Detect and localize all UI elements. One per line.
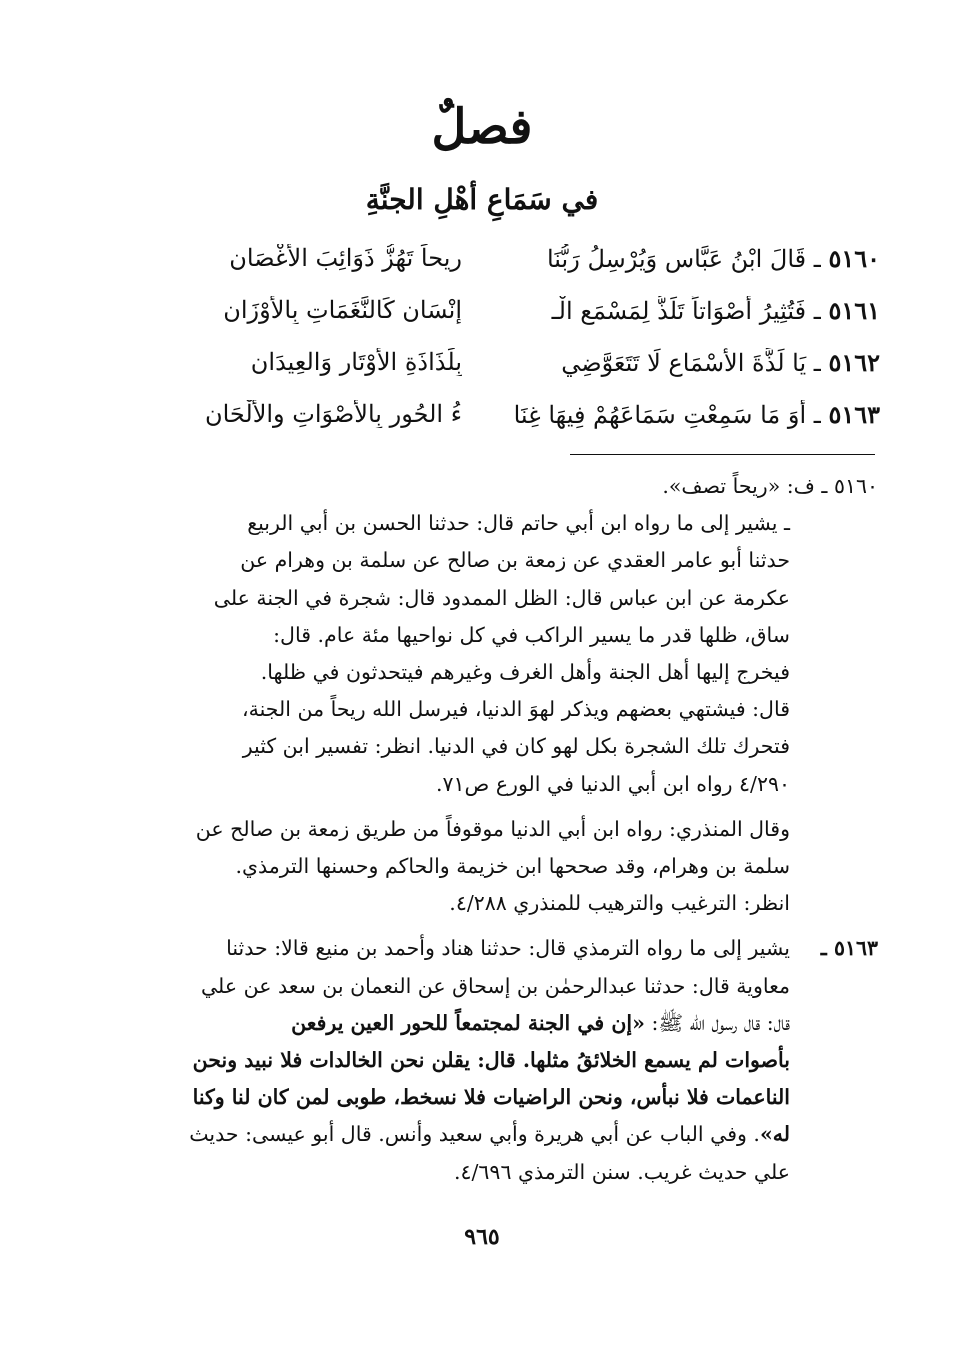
footnote-line: ـ يشير إلى ما رواه ابن أبي حاتم قال: حدثنا الحسن بن أبي الربيع: [247, 511, 790, 536]
footnote-line: فتحرك تلك الشجرة بكل لهو كان في الدنيا. انظر: تفسير ابن كثير: [242, 734, 790, 759]
verse-row: [80, 232, 880, 284]
verse-second-hemistich: رِيحاً تَهُزُّ ذَوَائِبَ الأغْصَانِ: [229, 244, 462, 272]
verse-number: ٥١٦٠: [828, 243, 880, 273]
footnote-line: علي حديث غريب. سنن الترمذي ٤/٦٩٦.: [453, 1159, 790, 1184]
verse-first-text: قَالَ ابْنُ عَبَّاسٍ وَيُرْسِلُ رَبُّنَا: [546, 244, 807, 273]
verse-first-hemistich: ٥١٦١ ـ فَتُثِيرُ أَصْوَاتاً تَلَذُّ لِمَسْمَعِ الْـ: [551, 295, 880, 325]
verse-first-hemistich: ٥١٦٠ ـ قَالَ ابْنُ عَبَّاسٍ وَيُرْسِلُ رَبُّنَا: [546, 243, 880, 273]
footnote-line: حدثنا أبو عامر العقدي عن زمعة بن صالح عن سلمة بن وهرام عن: [240, 548, 790, 573]
footnote-text: قال: قال رسول الله ﷺ:: [644, 1010, 790, 1035]
verse-number: ٥١٦٣: [828, 399, 880, 429]
verse-number: ٥١٦١: [828, 295, 880, 325]
verse-row: [80, 336, 880, 388]
poem-verses: [80, 232, 880, 440]
hadith-quote: «إن في الجنة لمجتمعاً للحور العين يرفعن: [291, 1010, 645, 1035]
section-heading: فصلٌ: [431, 99, 533, 155]
hadith-quote: الناعمات فلا نبأس، ونحن الراضيات فلا نسخط، طوبى لمن كان لنا وكنا: [192, 1085, 790, 1110]
page-number: ٩٦٥: [464, 1224, 500, 1250]
footnote-line: انظر: الترغيب والترهيب للمنذري ٤/٢٨٨.: [449, 891, 790, 916]
footnote-line: ٤/٢٩٠ رواه ابن أبي الدنيا في الورع ص٧١.: [435, 771, 790, 796]
footnote-text: . وفي الباب عن أبي هريرة وأبي سعيد وأنس. قال أبو عيسى: حديث: [189, 1122, 760, 1147]
footnote-line: قال: فيشتهي بعضهم ويذكر لهوَ الدنيا، فيرسل الله ريحاً من الجنة،: [241, 697, 790, 722]
hadith-quote: بأصوات لم يسمع الخلائقُ مثلها. قال: يقلن نحن الخالدات فلا نبيد ونحن: [192, 1048, 790, 1073]
footnote-line: عكرمة عن ابن عباس قال: الظل الممدود قال: شجرة في الجنة على: [213, 585, 790, 610]
footnotes: [88, 468, 878, 1191]
verse-second-hemistich: بِلَذَاذَةِ الأوْتَارِ وَالعِيدَانِ: [250, 348, 462, 376]
footnote-line: معاوية قال: حدثنا عبدالرحمٰن بن إسحاق عن النعمان بن سعد عن علي: [200, 973, 790, 998]
verse-row: [80, 284, 880, 336]
footnote-line: وقال المنذري: رواه ابن أبي الدنيا موقوفاً من طريق زمعة بن صالح عن: [195, 816, 790, 841]
verse-first-text: يَا لَذَّةَ الأسْمَاعِ لَا تَتَعَوَّضِي: [561, 348, 807, 377]
verse-first-text: فَتُثِيرُ أَصْوَاتاً تَلَذُّ لِمَسْمَعِ الْـ: [551, 296, 807, 325]
footnote-line: ساق، ظلها قدر ما يسير الراكب في كل نواحيها مئة عام. قال:: [273, 622, 790, 647]
footnote-5160-heading: ٥١٦٠ ـ ف: «ريحاً تصف».: [662, 474, 878, 498]
verse-first-hemistich: ٥١٦٣ ـ أوَ مَا سَمِعْتِ سَمَاعَهُمْ فِيهَا غِنَا: [513, 399, 880, 429]
verse-first-hemistich: ٥١٦٢ ـ يَا لَذَّةَ الأسْمَاعِ لَا تَتَعَوَّضِي: [561, 347, 880, 377]
verse-first-text: أوَ مَا سَمِعْتِ سَمَاعَهُمْ فِيهَا غِنَا: [513, 400, 807, 429]
footnote-5163-first-line: [88, 930, 878, 967]
footnote-divider: [570, 454, 875, 455]
verse-second-hemistich: إنْسَانِ كَالنَّغَمَاتِ بِالأوْزَانِ: [223, 296, 462, 324]
footnote-number: ٥١٦٣ ـ: [820, 936, 878, 961]
verse-second-hemistich: ءُ الحُورِ بِالأصْوَاتِ والألْحَانِ: [204, 400, 462, 428]
footnote-line: فيخرج إليها أهل الجنة وأهل الغرف وغيرهم فيتحدثون في ظلها.: [260, 660, 790, 685]
footnote-line: [88, 1116, 878, 1153]
verse-number: ٥١٦٢: [828, 347, 880, 377]
hadith-quote: له»: [759, 1122, 790, 1147]
footnote-line: [88, 1005, 878, 1042]
section-subheading: في سَمَاعِ أهْلِ الجنَّةِ: [365, 183, 599, 216]
verse-row: [80, 388, 880, 440]
footnote-line: يشير إلى ما رواه الترمذي قال: حدثنا هناد وأحمد بن منيع قالا: حدثنا: [226, 936, 790, 961]
footnote-line: سلمة بن وهرام، وقد صححها ابن خزيمة والحاكم وحسنها الترمذي.: [235, 854, 790, 879]
